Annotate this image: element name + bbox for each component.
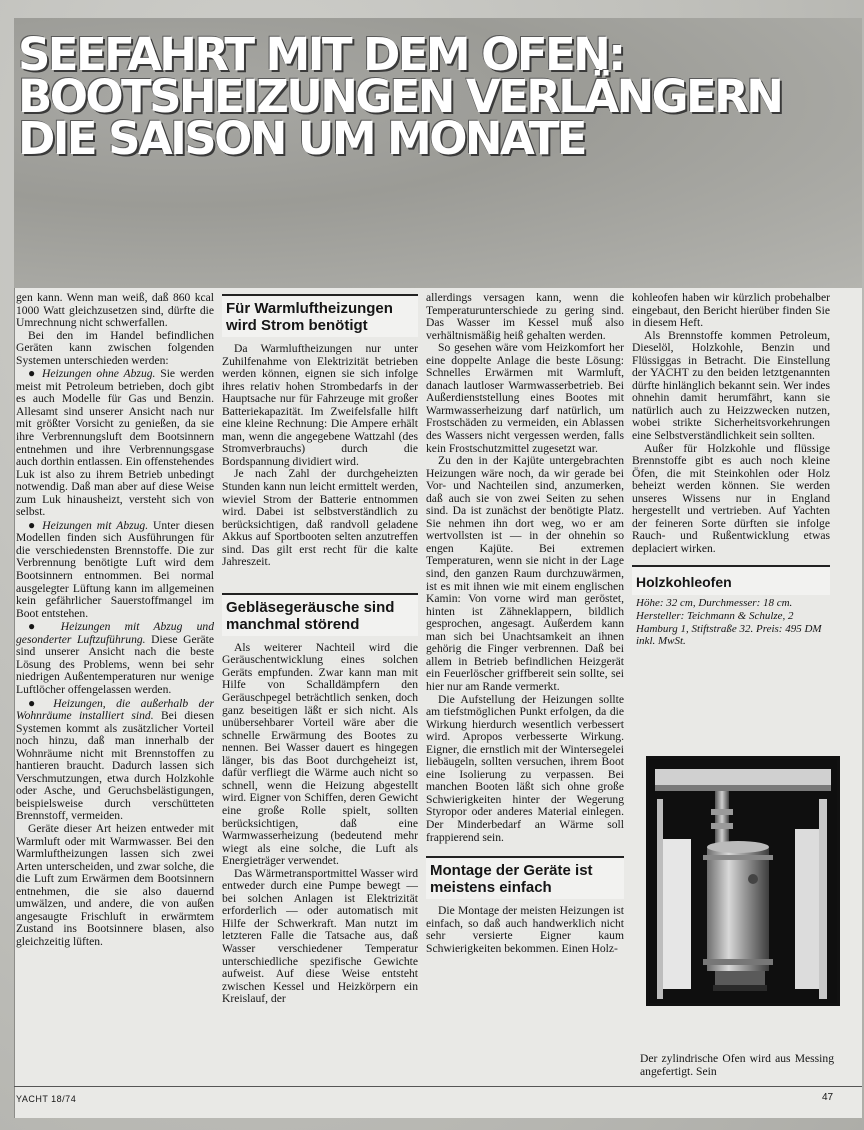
- paragraph-lead: Heizungen ohne Abzug.: [42, 367, 156, 381]
- paragraph: Als Brennstoffe kommen Petroleum, Dieselöl, Holzkohle, Benzin und Flüssiggas in Betracht. Die Einstellung der YACHT zu den beiden letztgenannten dürfte hinlänglich bekannt sein. Wer indes ohnehin damit herumfährt, kann sie natürlich auch zu Heizzwecken nutzen, wobei strikte Sicherheitsvorkehrungen eine Selbstverständlichkeit sein sollten.: [632, 328, 830, 443]
- paragraph: [16, 519, 214, 620]
- column-3: [426, 292, 624, 1076]
- paragraph-lead: Heizungen mit Abzug.: [42, 518, 149, 532]
- paragraph: Zu den in der Kajüte untergebrachten Heizungen wäre noch, da wir gerade bei Vor- und Nachteilen sind, anzumerken, daß auch sie von zwei Seiten zu sehen sind. Da ist zunächst der benötigte Platz. Sie nehmen ihn dort weg, wo er am wertvollsten ist — in der ohnehin so engen Kajüte. Bei extremen Temperaturen, wenn sie nicht in der Lage sind, den ganzen Raum durchzuwärmen, ist es mit ihnen wie mit einem englischen Kamin: Von vorne wird man geröstet, hinten ist Zähneklappern, bildlich gesprochen, angesagt. Außerdem kann man sich bei Unachtsamkeit an ihnen gehörig die Finger verbrennen. Daß bei allem in Betrieb befindlichen Heizgerät ein Feuerlöscher griffbereit sein sollte, sei hier nur am Rande vermerkt.: [426, 454, 624, 693]
- paragraph-body: Unter diesen Modellen finden sich Ausführungen für die verschiedensten Brennstoffe. Die zur Verbrennung benötigte Luft wird dem Bootsinnern entnommen. Bei normal ausgelegter Lüftung kann im allgemeinen kein gefährlicher Sauerstoffmangel im Boot entstehen.: [16, 518, 214, 620]
- page-number: 47: [822, 1092, 834, 1103]
- paragraph: Das Wärmetransportmittel Wasser wird entweder durch eine Pumpe bewegt — bei solchen Anlagen ist Elektrizität erforderlich — oder automatisch mit Hilfe der Schwerkraft. Man nutzt im letzteren Falle die Tatsache aus, daß Wasser verschiedener Temperatur unterschiedliche spezifische Gewichte aufweist. Auf diese Weise entsteht zwischen Kessel und Heizkörpern ein Kreislauf, der: [222, 866, 418, 1006]
- info-box-text: Höhe: 32 cm, Durchmesser: 18 cm. Hersteller: Teichmann & Schulze, 2 Hamburg 1, Stiftstraße 32. Preis: 495 DM inkl. MwSt.: [636, 597, 822, 648]
- subheading: Montage der Geräte ist meistens einfach: [426, 856, 624, 899]
- subheading: Gebläsegeräusche sind manchmal störend: [222, 593, 418, 636]
- headline-line-2: BOOTSHEIZUNGEN VERLÄNGERN: [18, 70, 782, 123]
- subheading: Für Warmluftheizungen wird Strom benötigt: [222, 294, 418, 337]
- headline: [18, 28, 858, 165]
- issue-label: YACHT 18/74: [16, 1094, 77, 1104]
- bullet-icon: ●: [28, 695, 43, 710]
- paragraph: [16, 620, 214, 696]
- paragraph: kohleofen haben wir kürzlich probehalber eingebaut, den Bericht hierüber finden Sie in diesem Heft.: [632, 292, 830, 330]
- bullet-icon: ●: [28, 619, 47, 634]
- paragraph-lead: Heizungen mit Abzug und gesonderter Luftzuführung.: [16, 620, 214, 646]
- spacer: [222, 569, 418, 591]
- paragraph-body: Diese Geräte sind unserer Ansicht nach die beste Lösung des Problems, wenn bei sehr niedrigen Außentemperaturen nur wenige Luftlöcher offengelassen werden.: [16, 632, 214, 696]
- paragraph: [16, 367, 214, 519]
- paragraph: gen kann. Wenn man weiß, daß 860 kcal 1000 Watt gleichzusetzen sind, dürfte die Umrechnung nicht schwerfallen.: [16, 292, 214, 330]
- paragraph: allerdings versagen kann, wenn die Temperaturunterschiede zu gering sind. Das Wasser im Kessel muß also verhältnismäßig heiß gehalten werden.: [426, 292, 624, 342]
- headline-line-3: DIE SAISON UM MONATE: [18, 112, 585, 165]
- paragraph: Bei den im Handel befindlichen Geräten kann zwischen folgenden Systemen unterschieden werden:: [16, 328, 214, 367]
- paragraph: Als weiterer Nachteil wird die Geräuschentwicklung eines solchen Geräts empfunden. Zwar kann man mit Hilfe von Schalldämpfern den Geräuschpegel beträchtlich senken, doch ganz beseitigen läßt er sich nicht. Als unübersehbarer Vorteil wäre aber die schnelle Erwärmung des Bootes zu nennen. Bei Wasser dauert es hingegen länger, bis das Boot durchgeheizt ist, dafür verfliegt die Wärme auch nicht so schnell, wenn die Heizung abgestellt wird. Eigner von Schiffen, deren Gewicht eine große Rolle spielt, sollten berücksichtigen, daß eine Warmwasserheizung (bedeutend mehr wiegt als eine solche, die Luft als Energieträger verwendet.: [222, 640, 418, 868]
- paragraph: Außer für Holzkohle und flüssige Brennstoffe gibt es auch noch kleine Öfen, die mit Steinkohlen oder Holz beheizt werden können. Sie werden unseres Wissens nur in England hergestellt und vertrieben. Auf Yachten der feineren Sorte dürften sie infolge Rauch- und Rußentwicklung etwas deplaciert wirken.: [632, 441, 830, 555]
- paragraph: So gesehen wäre vom Heizkomfort her eine doppelte Anlage die beste Lösung: Schnelles Erwärmen mit Warmluft, danach lautloser Warmwasserbetrieb. Bei Außerdienststellung eines Bootes mit Warmwasserheizung darf natürlich, um Frostschäden zu vermeiden, ein Ablassen des Wassers nicht vergessen werden, falls kein Frostschutzmittel zugesetzt war.: [426, 341, 624, 455]
- paragraph: Je nach Zahl der durchgeheizten Stunden kann nun leicht ermittelt werden, wieviel Strom der Batterie entnommen wird. Dabei ist selbstverständlich zu berücksichtigen, daß randvoll geladene Akkus auf Sportbooten selten anzutreffen sind. Das gilt erst recht für die kalte Jahreszeit.: [222, 467, 418, 569]
- bullet-icon: ●: [28, 517, 38, 532]
- paragraph: Die Montage der meisten Heizungen ist einfach, so daß auch handwerklich nicht sehr versierte Eigner kaum Schwierigkeiten bekommen. Einen Holz-: [426, 904, 624, 955]
- paragraph-lead: Heizungen, die außerhalb der Wohnräume installiert sind.: [16, 696, 214, 723]
- stove-illustration: [649, 759, 837, 1003]
- spacer: [426, 844, 624, 854]
- paragraph-body: Sie werden meist mit Petroleum betrieben, doch gibt es auch Modelle für Gas und Benzin. Allesamt sind unserer Ansicht nach nur mit größter Vorsicht zu genießen, da sie ihre Verbrennungsluft dem Bootsinnern entnehmen und ihre Verbrennungsgase auch dorthin entlassen. Ein offenstehendes Luk ist also zu ihrem Betrieb unbedingt notwendig. Daß man aber auf diese Weise zum Luk hinausheizt, versteht sich von selbst.: [16, 367, 214, 519]
- bullet-icon: ●: [28, 366, 38, 381]
- footer-rule: [14, 1086, 862, 1087]
- paragraph: [16, 697, 214, 823]
- photo-caption: Der zylindrische Ofen wird aus Messing angefertigt. Sein: [640, 1052, 834, 1078]
- paragraph: Da Warmluftheizungen nur unter Zuhilfenahme von Elektrizität betrieben werden können, eignen sie sich infolge ihres relativ hohen Strombedarfs in der Hauptsache nur für Fahrzeuge mit großer Batteriekapazität. Im Zweifelsfalle hilft eine kleine Rechnung: Die Ampere erhält man, wenn die angegebene Wattzahl (des Stromverbrauchs) durch die Bordspannung dividiert wird.: [222, 342, 418, 468]
- paragraph-body: Bei diesen Systemen kommt als zusätzlicher Vorteil noch hinzu, daß man innerhalb der Wohnräume nicht mit Brennstoffen zu hantieren braucht. Dadurch lassen sich Verschmutzungen, etwa durch Holzkohle oder Asche, und Geruchsbelästigungen, beispielsweise durch verschütteten Brennstoff, vermeiden.: [16, 709, 214, 823]
- paragraph: Die Aufstellung der Heizungen sollte am tiefstmöglichen Punkt erfolgen, da die Wirkung hierdurch wesentlich verbessert wird. Apropos verbesserte Wirkung. Eigner, die ernstlich mit der Wintersegelei liebäugeln, sollten versuchen, ihrem Boot eine Isolierung zu verpassen. Bei manchen Booten läßt sich ohne große Schwierigkeiten hinter der Wegerung Styropor oder anderes Material einlegen. Der Minderbedarf an Wärme soll frappierend sein.: [426, 692, 624, 844]
- paragraph: Geräte dieser Art heizen entweder mit Warmluft oder mit Warmwasser. Bei den Warmluftheizungen lassen sich zwei Arten unterscheiden, und zwar solche, die die Luft zum Erwärmen dem Bootsinnern entnehmen, die sie also dauernd umwälzen, und andere, die von außen angesaugte Frischluft in erwärmtem Zustand ins Bootsinnere blasen, also gleichzeitig lüften.: [16, 821, 214, 948]
- column-2: [222, 292, 418, 1076]
- stove-photo: [646, 756, 840, 1006]
- column-1: [16, 292, 214, 1076]
- info-box-title: Holzkohleofen: [632, 565, 830, 595]
- headline-line-1: SEEFAHRT MIT DEM OFEN:: [18, 28, 624, 81]
